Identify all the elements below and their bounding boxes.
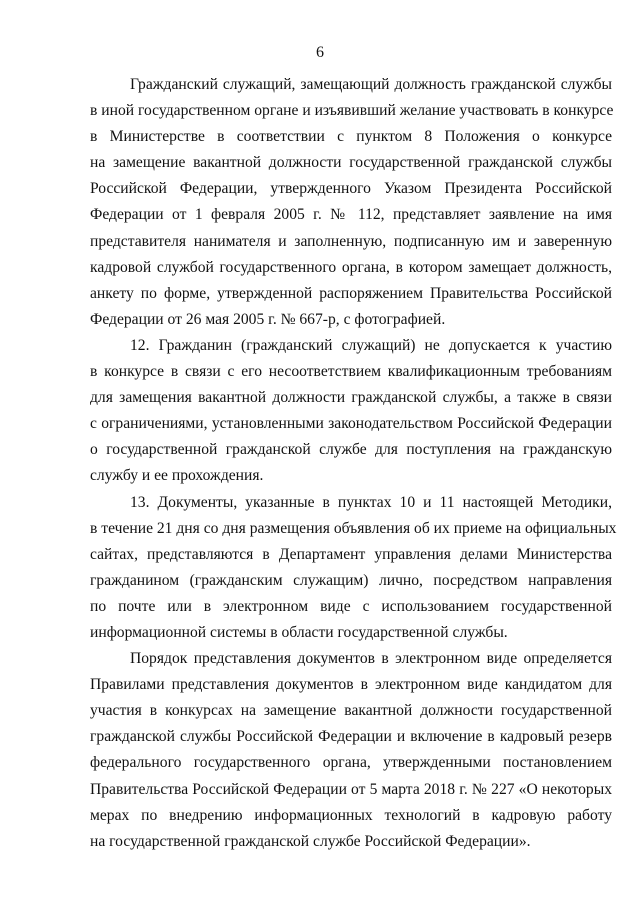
text-line: гражданской службы Российской Федерации и включение в кадровый резерв (90, 728, 612, 746)
text-line: Правительства Российской Федерации от 5 марта 2018 г. № 227 «О некоторых (90, 780, 612, 798)
text-line: Гражданский служащий, замещающий должность гражданской службы (130, 76, 612, 93)
text-line: службу и ее прохождения. (90, 467, 264, 485)
paragraph (90, 490, 617, 647)
document-body (90, 72, 617, 855)
text-line: 12. Гражданин (гражданский служащий) не допускается к участию (130, 336, 612, 354)
text-line: на государственной гражданской службе Российской Федерации». (90, 832, 531, 850)
text-line: Правилами представления документов в электронном виде кандидатом для (90, 676, 612, 694)
text-line: с ограничениями, установленными законодательством Российской Федерации (90, 415, 612, 433)
text-line: мерах по внедрению информационных технологий в кадровую работу (90, 806, 612, 824)
page-number: 6 (316, 44, 324, 61)
text-line: Федерации от 1 февраля 2005 г. № 112, представляет заявление на имя (90, 206, 612, 224)
text-line: Федерации от 26 мая 2005 г. № 667-р, с фотографией. (90, 310, 446, 328)
text-line: анкету по форме, утвержденной распоряжением Правительства Российской (90, 284, 612, 302)
text-line: о государственной гражданской службе для поступления на гражданскую (90, 441, 612, 459)
paragraph (90, 646, 612, 855)
text-line: сайтах, представляются в Департамент управления делами Министерства (90, 545, 612, 563)
text-line: 13. Документы, указанные в пунктах 10 и 11 настоящей Методики, (130, 493, 612, 511)
paragraph (90, 72, 612, 333)
text-line: гражданином (гражданским служащим) лично, посредством направления (90, 571, 612, 589)
text-line: участия в конкурсах на замещение вакантной должности государственной (90, 702, 612, 720)
text-line: в течение 21 дня со дня размещения объявления об их приеме на официальных (90, 519, 617, 537)
text-line: для замещения вакантной должности гражданской службы, а также в связи (90, 389, 612, 407)
paragraph (90, 333, 612, 490)
text-line: по почте или в электронном виде с использованием государственной (90, 597, 612, 615)
text-line: федерального государственного органа, утвержденными постановлением (90, 754, 612, 772)
text-line: в иной государственном органе и изъявивший желание участвовать в конкурсе (90, 102, 614, 120)
text-line: Порядок представления документов в электронном виде определяется (130, 650, 612, 668)
text-line: в Министерстве в соответствии с пунктом 8 Положения о конкурсе (90, 128, 612, 146)
text-line: на замещение вакантной должности государственной гражданской службы (90, 154, 612, 172)
text-line: кадровой службой государственного органа, в котором замещает должность, (90, 258, 612, 276)
text-line: информационной системы в области государственной службы. (90, 623, 508, 641)
text-line: в конкурсе в связи с его несоответствием квалификационным требованиям (90, 363, 612, 381)
text-line: представителя нанимателя и заполненную, подписанную им и заверенную (90, 232, 612, 250)
text-line: Российской Федерации, утвержденного Указом Президента Российской (90, 180, 612, 198)
